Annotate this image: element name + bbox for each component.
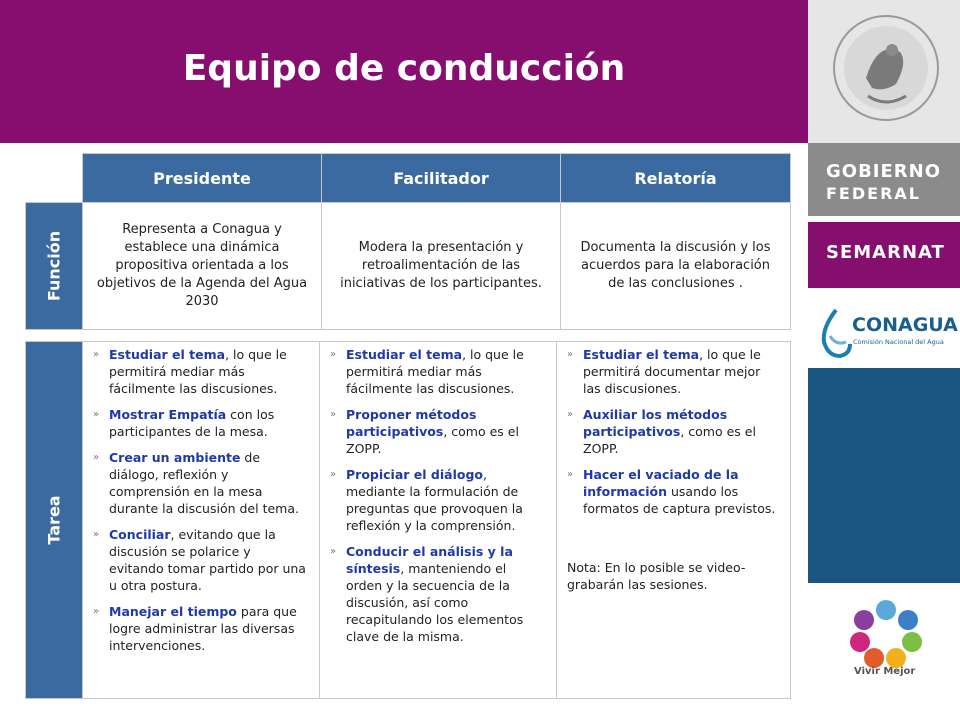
- national-seal: [808, 0, 960, 143]
- tarea-label: Tarea: [44, 495, 64, 545]
- header-facilitador: Facilitador: [322, 154, 561, 203]
- bullet-icon: »: [567, 409, 574, 420]
- bullet-icon: »: [93, 606, 100, 617]
- task-text: para que logre administrar las diversas intervenciones.: [109, 604, 297, 653]
- gobierno-text: GOBIERNO: [826, 161, 942, 182]
- task-keyword: Mostrar Empatía: [109, 407, 227, 422]
- task-keyword: Hacer el vaciado de la información: [583, 467, 739, 499]
- gobierno-federal-logo: [808, 143, 960, 216]
- list-item: [93, 603, 307, 654]
- vivir-mejor-text: Vivir Mejor: [854, 666, 916, 677]
- task-text: , lo que le permitirá documentar mejor las discusiones.: [583, 347, 761, 396]
- list-item: [567, 406, 778, 457]
- header-row: [26, 154, 791, 203]
- task-text: , lo que le permitirá mediar más fácilmente las discusiones.: [109, 347, 287, 396]
- tarea-row: [26, 342, 791, 699]
- conagua-text: CONAGUA: [852, 314, 958, 336]
- flower-logo-icon: [846, 596, 926, 668]
- bullet-icon: »: [330, 409, 337, 420]
- task-text: , evitando que la discusión se polarice y evitando tomar partido por una u otra postura.: [109, 527, 306, 593]
- list-item: [567, 346, 778, 397]
- task-keyword: Conciliar: [109, 527, 171, 542]
- funcion-presidente: Representa a Conagua y establece una dinámica propositiva orientada a los objetivos de la Agenda del Agua 2030: [83, 203, 322, 330]
- tarea-facilitador-list: [330, 346, 544, 645]
- task-keyword: Conducir el análisis y la síntesis: [346, 544, 513, 576]
- bullet-icon: »: [330, 546, 337, 557]
- task-keyword: Auxiliar los métodos participativos: [583, 407, 728, 439]
- funcion-facilitador: Modera la presentación y retroalimentación de las iniciativas de los participantes.: [322, 203, 561, 330]
- bullet-icon: »: [330, 469, 337, 480]
- task-text: con los participantes de la mesa.: [109, 407, 275, 439]
- task-text: usando los formatos de captura previstos.: [583, 484, 776, 516]
- bullet-icon: »: [93, 409, 100, 420]
- tarea-presidente: [83, 342, 320, 699]
- task-keyword: Estudiar el tema: [583, 347, 700, 362]
- tarea-relatoria-list: [567, 346, 778, 517]
- tarea-label-cell: [26, 342, 83, 699]
- task-keyword: Estudiar el tema: [346, 347, 463, 362]
- conagua-logo: [808, 300, 960, 364]
- water-drop-icon: [816, 306, 856, 362]
- task-text: , como es el ZOPP.: [346, 424, 519, 456]
- task-keyword: Propiciar el diálogo: [346, 467, 483, 482]
- decorative-blue-block: [808, 368, 960, 583]
- tarea-table: [25, 341, 791, 699]
- page-title: Equipo de conducción: [182, 48, 626, 89]
- task-text: de diálogo, reflexión y comprensión en la mesa durante la discusión del tema.: [109, 450, 299, 516]
- header-relatoria: Relatoría: [561, 154, 791, 203]
- bullet-icon: »: [567, 469, 574, 480]
- list-item: [93, 526, 307, 594]
- federal-text: FEDERAL: [826, 184, 921, 203]
- task-text: , manteniendo el orden y la secuencia de la discusión, así como recapitulando los elementos clave de la misma.: [346, 561, 524, 644]
- task-keyword: Crear un ambiente: [109, 450, 241, 465]
- bullet-icon: »: [330, 349, 337, 360]
- semarnat-text: SEMARNAT: [826, 242, 945, 263]
- bullet-icon: »: [93, 529, 100, 540]
- funcion-relatoria: Documenta la discusión y los acuerdos para la elaboración de las conclusiones .: [561, 203, 791, 330]
- task-keyword: Proponer métodos participativos: [346, 407, 477, 439]
- tarea-facilitador: [320, 342, 557, 699]
- vivir-mejor-logo: [808, 590, 960, 720]
- list-item: [567, 466, 778, 517]
- title-bar: [0, 0, 808, 143]
- task-text: , mediante la formulación de preguntas que provoquen la reflexión y la comprensión.: [346, 467, 523, 533]
- tarea-relatoria: [557, 342, 791, 699]
- header-presidente: Presidente: [83, 154, 322, 203]
- list-item: [93, 406, 307, 440]
- header-blank: [26, 154, 83, 203]
- tarea-note: Nota: En lo posible se video-grabarán las sesiones.: [567, 560, 746, 592]
- task-keyword: Estudiar el tema: [109, 347, 226, 362]
- funcion-table: [25, 153, 791, 330]
- funcion-row: [26, 203, 791, 330]
- task-text: , como es el ZOPP.: [583, 424, 756, 456]
- list-item: [330, 406, 544, 457]
- conagua-subtitle: Comisión Nacional del Agua: [853, 338, 944, 346]
- list-item: [330, 346, 544, 397]
- bullet-icon: »: [93, 452, 100, 463]
- bullet-icon: »: [567, 349, 574, 360]
- task-keyword: Manejar el tiempo: [109, 604, 237, 619]
- eagle-seal-icon: [808, 0, 960, 143]
- semarnat-logo: [808, 222, 960, 288]
- list-item: [330, 543, 544, 645]
- list-item: [93, 449, 307, 517]
- list-item: [330, 466, 544, 534]
- bullet-icon: »: [93, 349, 100, 360]
- funcion-label-cell: [26, 203, 83, 330]
- list-item: [93, 346, 307, 397]
- tarea-presidente-list: [93, 346, 307, 654]
- task-text: , lo que le permitirá mediar más fácilmente las discusiones.: [346, 347, 524, 396]
- funcion-label: Función: [44, 230, 64, 302]
